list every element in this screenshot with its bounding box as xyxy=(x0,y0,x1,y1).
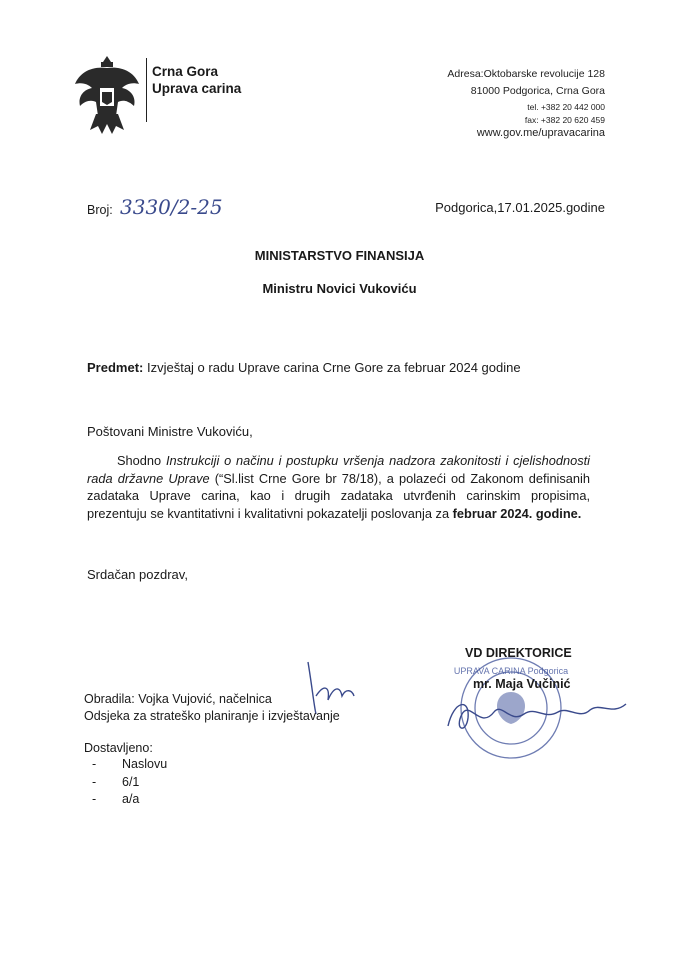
header-divider xyxy=(146,58,147,122)
reference-label: Broj: xyxy=(87,203,113,217)
document-date: Podgorica,17.01.2025.godine xyxy=(435,200,605,215)
fax-number: fax: +382 20 620 459 xyxy=(524,115,605,125)
coat-of-arms-icon xyxy=(72,54,142,136)
subject-label: Predmet: xyxy=(87,360,144,375)
recipient-minister: Ministru Novici Vukoviću xyxy=(262,281,417,296)
distribution-item: - a/a xyxy=(92,792,140,806)
svg-text:UPRAVA CARINA Podgorica: UPRAVA CARINA Podgorica xyxy=(453,666,569,676)
org-name-line1: Crna Gora xyxy=(152,64,219,79)
body-italic: Instrukciji o načinu i postupku vršenja nadzora zakonitosti i cjelishodnosti rada državne Uprave xyxy=(87,453,590,486)
distribution-item: - Naslovu xyxy=(92,757,168,771)
signatory-name: mr. Maja Vučinić xyxy=(473,677,571,691)
letter-body xyxy=(87,452,590,522)
address-line2: 81000 Podgorica, Crna Gora xyxy=(470,85,605,97)
website-link[interactable]: www.gov.me/upravacarina xyxy=(476,127,605,139)
recipient-ministry: MINISTARSTVO FINANSIJA xyxy=(254,248,425,263)
handwritten-reference-number xyxy=(120,188,230,224)
svg-text:3330/2-25: 3330/2-25 xyxy=(120,195,223,219)
director-signature xyxy=(440,690,640,740)
body-bold: februar 2024. godine. xyxy=(452,505,582,521)
prepared-by-line1: Obradila: Vojka Vujović, načelnica xyxy=(84,692,272,706)
distribution-item: - 6/1 xyxy=(92,775,140,789)
phone-number: tel. +382 20 442 000 xyxy=(527,102,605,112)
body-text-1: Shodno xyxy=(117,453,166,468)
signatory-title: VD DIREKTORICE xyxy=(465,646,572,660)
address-line1: Adresa:Oktobarske revolucije 128 xyxy=(447,68,605,80)
subject-line xyxy=(87,360,521,375)
distribution-label: Dostavljeno: xyxy=(84,741,153,755)
org-name-line2: Uprava carina xyxy=(152,81,242,96)
greeting: Poštovani Ministre Vukoviću, xyxy=(87,424,253,439)
prepared-by-line2: Odsjeka za strateško planiranje i izvještavanje xyxy=(84,709,340,723)
body-text-2: (“Sl.list Crne Gore br 78/18), a polazeći od Zakonom definisanih zadataka Uprave carina, kao i drugih zadataka utvrđenih carinskim propisima, prezentuju se kvantitativni i kvalitativni pokazatelji poslovanja za xyxy=(87,470,590,521)
closing: Srdačan pozdrav, xyxy=(87,567,188,582)
subject-text: Izvještaj o radu Uprave carina Crne Gore za februar 2024 godine xyxy=(146,360,521,375)
